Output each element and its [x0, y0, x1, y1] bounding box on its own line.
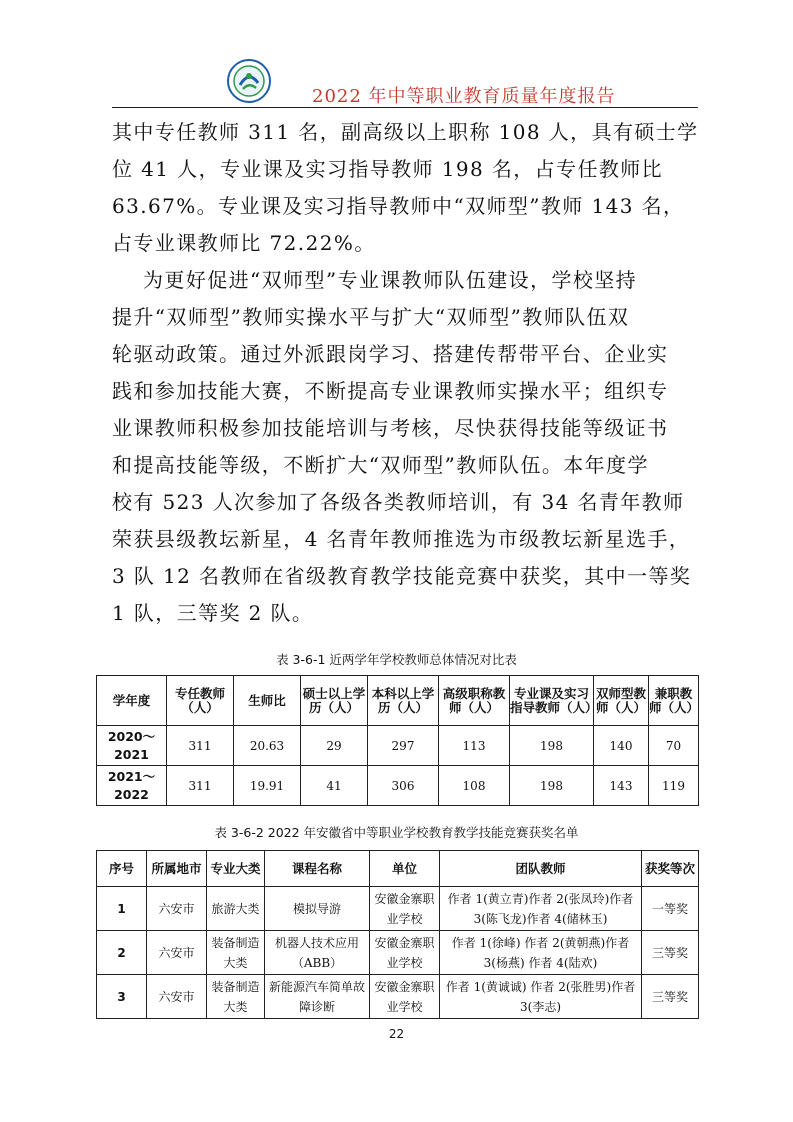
header-cell: 专业大类: [207, 851, 265, 887]
page-header: [112, 58, 698, 108]
text-line: 1 队，三等奖 2 队。: [112, 601, 314, 625]
table-row: [97, 931, 699, 975]
table-cell: 三等奖: [642, 931, 699, 975]
text-line: 位 41 人，专业课及实习指导教师 198 名，占专任教师比: [112, 157, 664, 181]
table-cell: 29: [301, 726, 368, 766]
header-cell: 课程名称: [265, 851, 370, 887]
paragraph-teacher-stats: [112, 114, 702, 262]
table-cell: 作者 1(黄诚诚) 作者 2(张胜男)作者 3(李志): [440, 975, 642, 1019]
table-row: [97, 975, 699, 1019]
text-line: 业课教师积极参加技能培训与考核，尽快获得技能等级证书: [112, 416, 669, 440]
table-cell: 新能源汽车简单故障诊断: [265, 975, 370, 1019]
table-header-row: [97, 851, 699, 887]
header-cell: 本科以上学历（人）: [368, 676, 439, 726]
header-cell: 所属地市: [147, 851, 207, 887]
text-line: 轮驱动政策。通过外派跟岗学习、搭建传帮带平台、企业实: [112, 342, 669, 366]
teacher-comparison-table: [96, 675, 699, 806]
text-line: 荣获县级教坛新星，4 名青年教师推选为市级教坛新星选手，: [112, 527, 691, 551]
header-cell: 高级职称教师（人）: [439, 676, 510, 726]
table-cell: 旅游大类: [207, 887, 265, 931]
table-header-row: [97, 676, 699, 726]
text-line: 其中专任教师 311 名，副高级以上职称 108 人，具有硕士学: [112, 120, 699, 144]
header-cell: 序号: [97, 851, 147, 887]
year-cell: 2020～2021: [97, 726, 167, 766]
header-cell: 专任教师（人）: [167, 676, 234, 726]
table-cell: 113: [439, 726, 510, 766]
table2-caption: 表 3-6-2 2022 年安徽省中等职业学校教育教学技能竞赛获奖名单: [214, 825, 579, 840]
table-cell: 311: [167, 726, 234, 766]
text-line: 3 队 12 名教师在省级教育教学技能竞赛中获奖，其中一等奖: [112, 564, 692, 588]
header-cell: 团队教师: [440, 851, 642, 887]
table-row: [97, 766, 699, 806]
table-cell: 297: [368, 726, 439, 766]
table-cell: 安徽金寨职业学校: [370, 975, 440, 1019]
table-cell: 机器人技术应用（ABB）: [265, 931, 370, 975]
header-cell: 单位: [370, 851, 440, 887]
text-line: 提升“双师型”教师实操水平与扩大“双师型”教师队伍双: [112, 305, 630, 329]
text-line: 践和参加技能大赛，不断提高专业课教师实操水平；组织专: [112, 379, 669, 403]
table-cell: 安徽金寨职业学校: [370, 887, 440, 931]
table-cell: 198: [510, 726, 594, 766]
table-cell: 作者 1(黄立青)作者 2(张凤玲)作者 3(陈飞龙)作者 4(储林玉): [440, 887, 642, 931]
header-cell: 兼职教师（人）: [649, 676, 699, 726]
seq-cell: 2: [97, 931, 147, 975]
header-cell: 学年度: [97, 676, 167, 726]
table-cell: 六安市: [147, 887, 207, 931]
text-line: 校有 523 人次参加了各级各类教师培训，有 34 名青年教师: [112, 490, 685, 514]
table-cell: 306: [368, 766, 439, 806]
paragraph-dual-teacher: [112, 262, 702, 632]
table-cell: 模拟导游: [265, 887, 370, 931]
header-cell: 双师型教师（人）: [594, 676, 649, 726]
text-line: 63.67%。专业课及实习指导教师中“双师型”教师 143 名，: [112, 194, 685, 218]
competition-awards-table: [96, 850, 699, 1019]
table-row: [97, 887, 699, 931]
header-cell: 获奖等次: [642, 851, 699, 887]
table-cell: 108: [439, 766, 510, 806]
year-cell: 2021～2022: [97, 766, 167, 806]
table1-caption: 表 3-6-1 近两学年学校教师总体情况对比表: [276, 652, 517, 667]
table-cell: 一等奖: [642, 887, 699, 931]
text-line: 为更好促进“双师型”专业课教师队伍建设，学校坚持: [112, 268, 638, 292]
header-divider: [112, 107, 698, 108]
table-cell: 装备制造大类: [207, 931, 265, 975]
text-line: 和提高技能等级，不断扩大“双师型”教师队伍。本年度学: [112, 453, 649, 477]
table-cell: 41: [301, 766, 368, 806]
table-cell: 198: [510, 766, 594, 806]
table-cell: 六安市: [147, 975, 207, 1019]
school-emblem-icon: [226, 58, 272, 104]
table-cell: 70: [649, 726, 699, 766]
table-cell: 311: [167, 766, 234, 806]
table-cell: 20.63: [234, 726, 301, 766]
table-cell: 三等奖: [642, 975, 699, 1019]
table-cell: 119: [649, 766, 699, 806]
table-row: [97, 726, 699, 766]
report-title: 2022 年中等职业教育质量年度报告: [312, 86, 616, 107]
table-cell: 作者 1(徐峰) 作者 2(黄朝燕)作者 3(杨燕) 作者 4(陆欢): [440, 931, 642, 975]
text-line: 占专业课教师比 72.22%。: [112, 231, 376, 255]
table-cell: 19.91: [234, 766, 301, 806]
page-number: 22: [388, 1027, 405, 1041]
header-cell: 专业课及实习指导教师（人）: [510, 676, 594, 726]
table-cell: 140: [594, 726, 649, 766]
table-cell: 六安市: [147, 931, 207, 975]
header-cell: 硕士以上学历（人）: [301, 676, 368, 726]
header-cell: 生师比: [234, 676, 301, 726]
table-cell: 143: [594, 766, 649, 806]
table-cell: 安徽金寨职业学校: [370, 931, 440, 975]
table-cell: 装备制造大类: [207, 975, 265, 1019]
seq-cell: 1: [97, 887, 147, 931]
seq-cell: 3: [97, 975, 147, 1019]
